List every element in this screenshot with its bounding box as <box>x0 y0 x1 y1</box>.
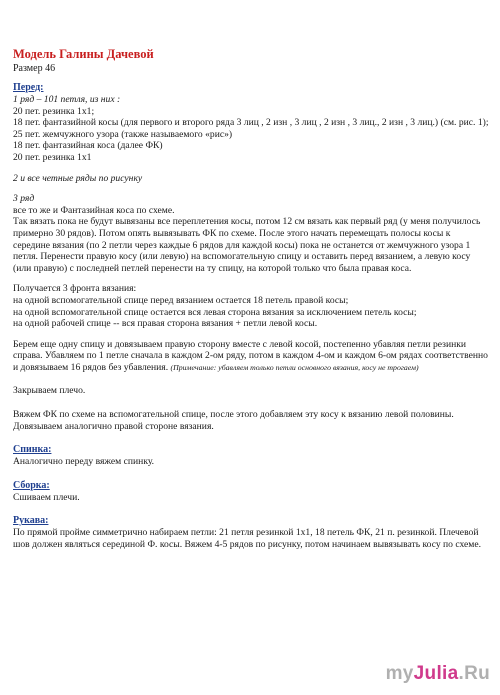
watermark-brand: Julia <box>413 663 459 684</box>
document-page <box>13 47 489 551</box>
row3-label: 3 ряд <box>13 193 35 205</box>
note-text: (Примечание: убавляем только петли основного вязания, косу не трогаем) <box>170 362 419 372</box>
back-heading: Спинка: <box>13 444 52 456</box>
row1-intro: 1 ряд – 101 петля, из них : <box>13 94 121 105</box>
sleeves-heading: Рукава: <box>13 515 49 527</box>
site-watermark <box>386 663 490 685</box>
row3-text: все то же и Фантазийная коса по схеме. <box>13 204 175 216</box>
watermark-prefix: my <box>385 663 414 684</box>
row3-paragraph: Так вязать пока не будут вывязаны все переплетения косы, потом 12 см вязать как первый ряд (у меня получилось примерно 30 рядов). Потом опять вывязывать ФК по схеме. После этого начать перемещать полосы косы к середине вязания (по 2 петли через каждые 6 рядов для каждой косы) пока не останется от жемчужного узора 1 петля. Перенести правую косу (или левую) на вспомогательную спицу и оставить перед вязанием, а левую косу (или правую) с последней петлей перенести на ту спицу, на которой только что была правая коса. <box>13 216 481 274</box>
size-label: Размер 46 <box>13 63 56 74</box>
fronts-item: на одной вспомогательной спице остается вся левая сторона вязания за исключением петель косы; <box>13 306 417 318</box>
assembly-heading: Сборка: <box>13 479 50 491</box>
fronts-intro: Получается 3 фронта вязания: <box>13 283 137 295</box>
sleeves-text: По прямой пройме симметрично набираем петли: 21 петля резинкой 1х1, 18 петель ФК, 21 п. резинкой. Плечевой шов должен являться серединой Ф. косы. Вяжем 4-5 рядов по рисунку, потом начинаем вывязывать косу по схеме. <box>13 527 482 551</box>
fk-paragraph: Вяжем ФК по схеме на вспомогательной спице, после этого добавляем эту косу к вязанию левой половины. Довязываем аналогично правой стороне вязания. <box>13 409 454 432</box>
row1-item: 20 пет. резинка 1х1; <box>13 105 95 117</box>
row1-item: 18 пет. фантазийная коса (далее ФК) <box>13 140 163 152</box>
row1-item: 18 пет. фантазийной косы (для первого и второго ряда 3 лиц , 2 изн , 3 лиц , 2 изн , 3 лиц., 2 изн , 3 лиц.) (см. рис. 1); <box>13 117 489 129</box>
fronts-item: на одной рабочей спице -- вся правая сторона вязания + петли левой косы. <box>13 318 318 330</box>
row1-item: 20 пет. резинка 1х1 <box>13 151 92 163</box>
take-needle-text: Берем еще одну спицу и довязываем правую сторону вместе с левой косой, постепенно убавляя петли резинки справа. Убавляем по 1 петле сначала в каждом 2-ом ряду, потом в каждом 4-ом и каждом 6-ом рядах соответственно и довязываем 16 рядов без убавления. <box>13 338 488 373</box>
watermark-suffix: .Ru <box>458 663 490 684</box>
fronts-item: на одной вспомогательной спице перед вязанием остается 18 петель правой косы; <box>13 294 349 306</box>
shoulder-text: Закрываем плечо. <box>13 385 86 397</box>
document-title: Модель Галины Дачевой <box>13 47 154 61</box>
take-needle-paragraph <box>13 339 489 374</box>
back-text: Аналогично переду вяжем спинку. <box>13 456 155 468</box>
front-heading: Перед: <box>13 82 44 93</box>
row1-item: 25 пет. жемчужного узора (также называемого «рис») <box>13 128 233 140</box>
assembly-text: Сшиваем плечи. <box>13 491 80 503</box>
row2-text: 2 и все четные ряды по рисунку <box>13 172 143 184</box>
